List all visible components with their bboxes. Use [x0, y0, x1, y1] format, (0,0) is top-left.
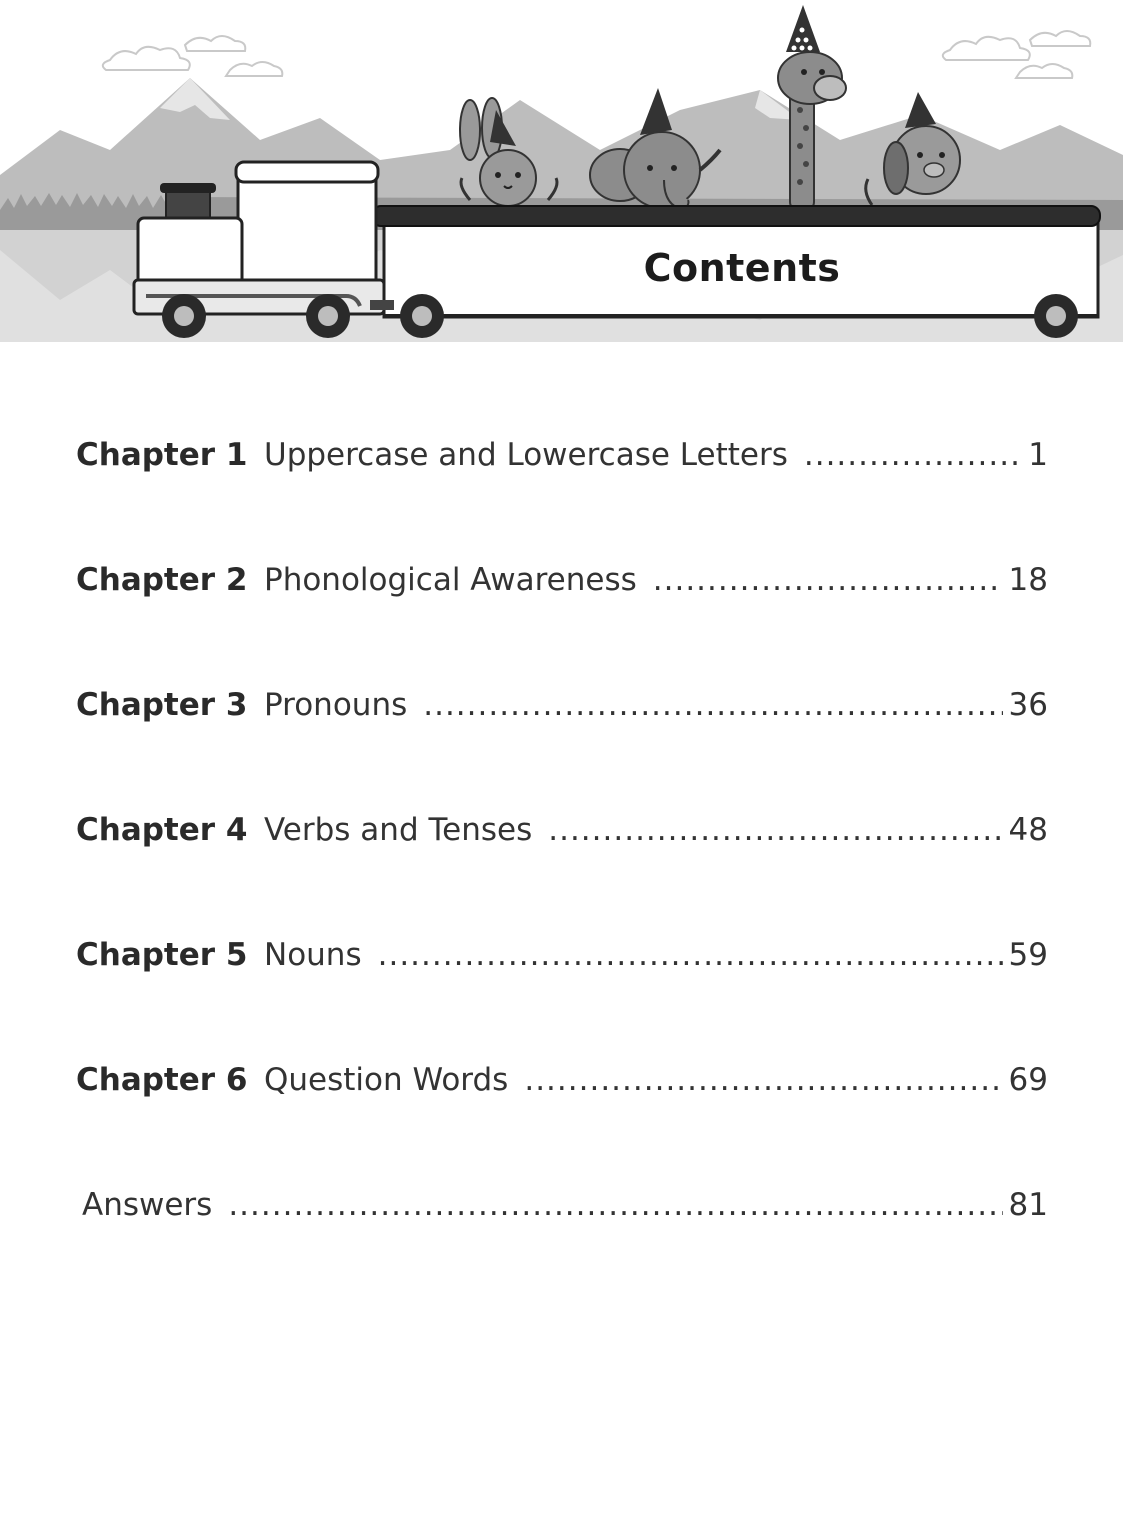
toc-entry-chapter-4[interactable] [76, 808, 1048, 852]
train-illustration [0, 0, 1123, 342]
chapter-label: Chapter 1 [76, 437, 248, 473]
locomotive [134, 162, 394, 314]
page-number: 48 [1008, 812, 1048, 848]
chapter-title: Nouns [264, 937, 362, 973]
chapter-label: Chapter 3 [76, 687, 248, 723]
page-number: 59 [1008, 937, 1048, 973]
page-number: 36 [1008, 687, 1048, 723]
chapter-title: Question Words [264, 1062, 509, 1098]
dot-leader [228, 1183, 1002, 1227]
toc-entry-chapter-5[interactable] [76, 933, 1048, 977]
chapter-label: Chapter 4 [76, 812, 248, 848]
chapter-label: Chapter 6 [76, 1062, 248, 1098]
chapter-title: Pronouns [264, 687, 408, 723]
toc-entry-answers[interactable] [82, 1183, 1048, 1227]
toc-entry-chapter-6[interactable] [76, 1058, 1048, 1102]
dot-leader [378, 933, 1003, 977]
dot-leader [653, 558, 1003, 602]
dot-leader [423, 683, 1002, 727]
page-number: 1 [1028, 437, 1048, 473]
toc-entry-chapter-2[interactable] [76, 558, 1048, 602]
chapter-title: Verbs and Tenses [264, 812, 533, 848]
answers-title: Answers [82, 1187, 213, 1223]
toc-entry-chapter-1[interactable] [76, 433, 1048, 477]
toc-entry-chapter-3[interactable] [76, 683, 1048, 727]
header-banner [0, 0, 1123, 342]
chapter-title: Phonological Awareness [264, 562, 637, 598]
chapter-label: Chapter 5 [76, 937, 248, 973]
page-number: 69 [1008, 1062, 1048, 1098]
page-number: 18 [1008, 562, 1048, 598]
chapter-title: Uppercase and Lowercase Letters [264, 437, 788, 473]
page-number: 81 [1008, 1187, 1048, 1223]
dot-leader [548, 808, 1002, 852]
chapter-label: Chapter 2 [76, 562, 248, 598]
page-title: Contents [643, 246, 841, 290]
dot-leader [524, 1058, 1002, 1102]
dot-leader [804, 433, 1022, 477]
